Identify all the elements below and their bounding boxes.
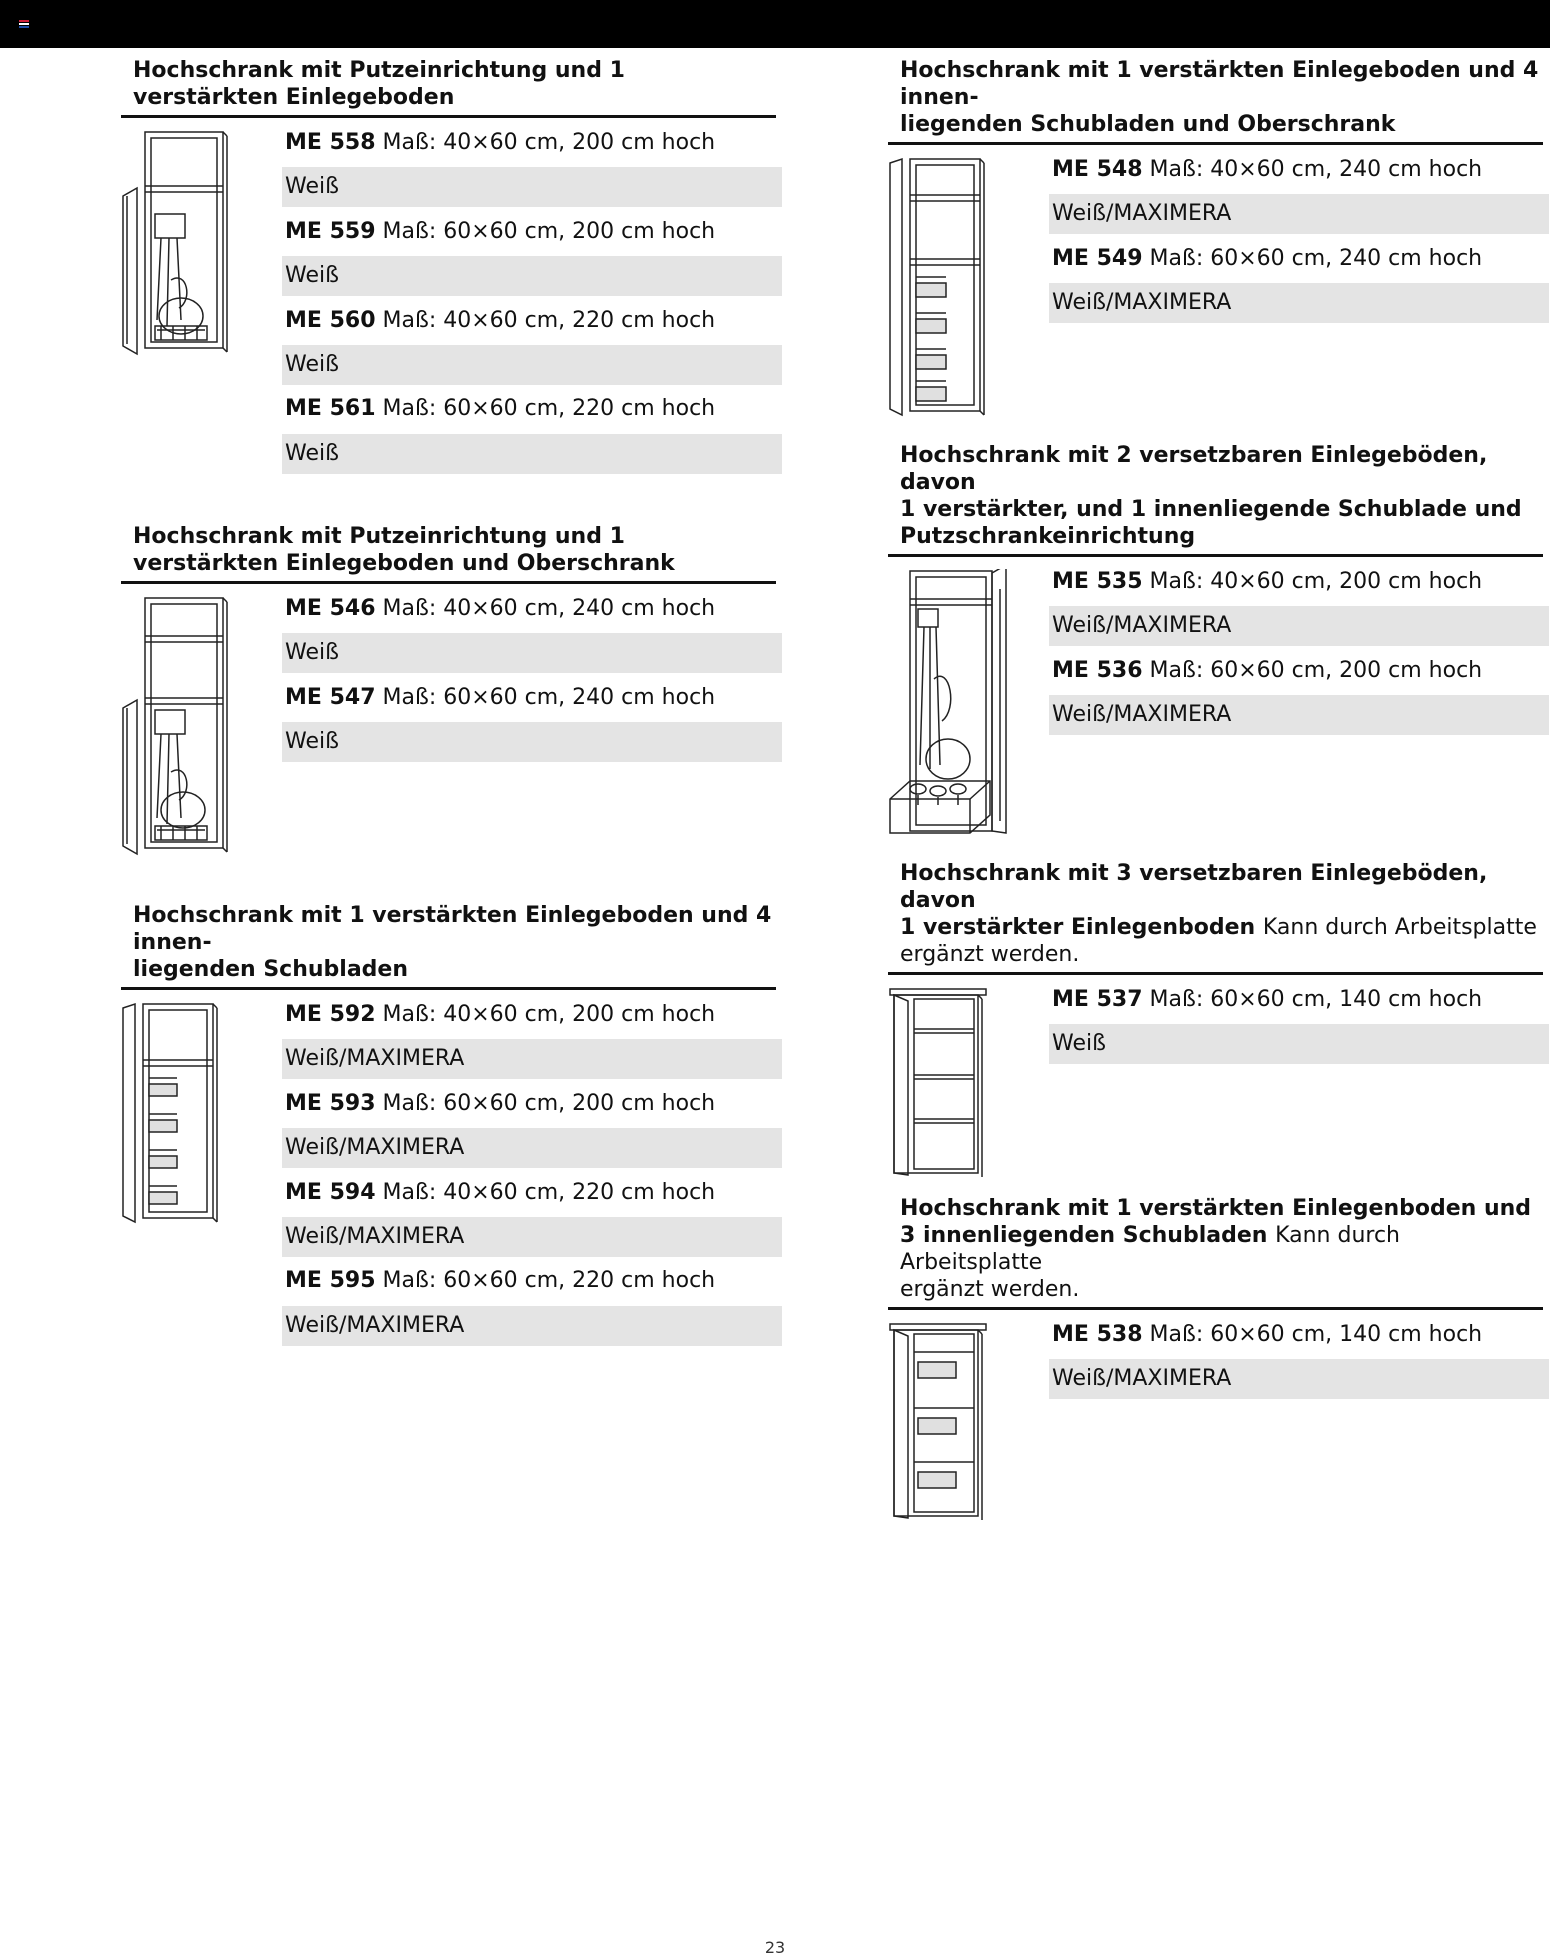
product-list — [282, 589, 782, 767]
top-bar — [0, 0, 1550, 48]
product-spec: ME 594 Maß: 40×60 cm, 220 cm hoch — [285, 1179, 716, 1205]
section-putzeinrichtung-oberschrank — [121, 523, 776, 755]
page-number: 23 — [764, 1938, 786, 1957]
cabinet-3-drawers-illustration — [888, 1322, 992, 1526]
cabinet-cleaning-illustration — [121, 130, 231, 360]
product-list — [1049, 562, 1549, 740]
product-color: Weiß/MAXIMERA — [1049, 1359, 1549, 1399]
section-title: Hochschrank mit Putzeinrichtung und 1 verstärkten Einlegeboden und Oberschrank — [121, 523, 776, 584]
product-color: Weiß/MAXIMERA — [282, 1039, 782, 1079]
section-title: Hochschrank mit 2 versetzbaren Einlegeböden, davon 1 verstärkter, und 1 innenliegende Schublade und Putzschrankeinrichtung — [888, 442, 1543, 557]
section-title: Hochschrank mit 1 verstärkten Einlegeboden und 4 innen- liegenden Schubladen — [121, 902, 776, 990]
section-4-schubladen — [121, 902, 776, 1338]
product-spec: ME 536 Maß: 60×60 cm, 200 cm hoch — [1052, 657, 1483, 683]
section-putzschrank-schublade — [888, 442, 1543, 728]
product-spec: ME 593 Maß: 60×60 cm, 200 cm hoch — [285, 1090, 716, 1116]
product-color: Weiß — [282, 434, 782, 474]
product-color: Weiß/MAXIMERA — [1049, 695, 1549, 735]
product-spec: ME 537 Maß: 60×60 cm, 140 cm hoch — [1052, 987, 1483, 1012]
cabinet-shelves-illustration — [888, 987, 992, 1183]
product-spec: ME 535 Maß: 40×60 cm, 200 cm hoch — [1052, 569, 1483, 594]
section-putzeinrichtung — [121, 57, 776, 466]
section-title: Hochschrank mit 1 verstärkten Einlegenboden und 3 innenliegenden Schubladen Kann durch Arbeitsplatte ergänzt werden. — [888, 1195, 1543, 1310]
product-spec: ME 592 Maß: 40×60 cm, 200 cm hoch — [285, 1002, 716, 1027]
product-color: Weiß — [1049, 1024, 1549, 1064]
product-spec: ME 547 Maß: 60×60 cm, 240 cm hoch — [285, 684, 716, 710]
section-title: Hochschrank mit 1 verstärkten Einlegeboden und 4 innen- liegenden Schubladen und Oberschrank — [888, 57, 1543, 145]
product-spec: ME 559 Maß: 60×60 cm, 200 cm hoch — [285, 218, 716, 244]
product-list — [1049, 150, 1549, 328]
product-spec: ME 560 Maß: 40×60 cm, 220 cm hoch — [285, 307, 716, 333]
product-spec: ME 546 Maß: 40×60 cm, 240 cm hoch — [285, 596, 716, 621]
product-spec: ME 549 Maß: 60×60 cm, 240 cm hoch — [1052, 245, 1483, 271]
product-color: Weiß/MAXIMERA — [282, 1217, 782, 1257]
product-color: Weiß/MAXIMERA — [1049, 606, 1549, 646]
section-4-schubladen-oberschrank — [888, 57, 1543, 316]
product-color: Weiß/MAXIMERA — [1049, 283, 1549, 323]
product-spec: ME 538 Maß: 60×60 cm, 140 cm hoch — [1052, 1322, 1483, 1347]
product-color: Weiß — [282, 633, 782, 673]
section-title: Hochschrank mit 3 versetzbaren Einlegeböden, davon 1 verstärkter Einlegenboden Kann durch Arbeitsplatte ergänzt werden. — [888, 860, 1543, 975]
product-color: Weiß — [282, 167, 782, 207]
product-color: Weiß — [282, 722, 782, 762]
cabinet-cleaning-drawer-illustration — [888, 569, 1016, 847]
product-list — [1049, 980, 1549, 1069]
section-3-einlegeboeden — [888, 860, 1543, 1057]
product-list — [282, 123, 782, 478]
cabinet-drawers-illustration — [121, 1002, 221, 1228]
section-title: Hochschrank mit Putzeinrichtung und 1 verstärkten Einlegeboden — [121, 57, 776, 118]
product-color: Weiß — [282, 256, 782, 296]
cabinet-cleaning-top-illustration — [121, 596, 231, 858]
product-list — [282, 995, 782, 1350]
cabinet-drawers-top-illustration — [888, 157, 988, 419]
product-list — [1049, 1315, 1549, 1404]
product-spec: ME 558 Maß: 40×60 cm, 200 cm hoch — [285, 130, 716, 155]
product-color: Weiß/MAXIMERA — [282, 1128, 782, 1168]
flag-icon — [19, 20, 29, 27]
product-spec: ME 548 Maß: 40×60 cm, 240 cm hoch — [1052, 157, 1483, 182]
section-3-schubladen — [888, 1195, 1543, 1392]
product-spec: ME 561 Maß: 60×60 cm, 220 cm hoch — [285, 396, 716, 422]
product-spec: ME 595 Maß: 60×60 cm, 220 cm hoch — [285, 1268, 716, 1294]
product-color: Weiß/MAXIMERA — [1049, 194, 1549, 234]
product-color: Weiß/MAXIMERA — [282, 1306, 782, 1346]
product-color: Weiß — [282, 345, 782, 385]
